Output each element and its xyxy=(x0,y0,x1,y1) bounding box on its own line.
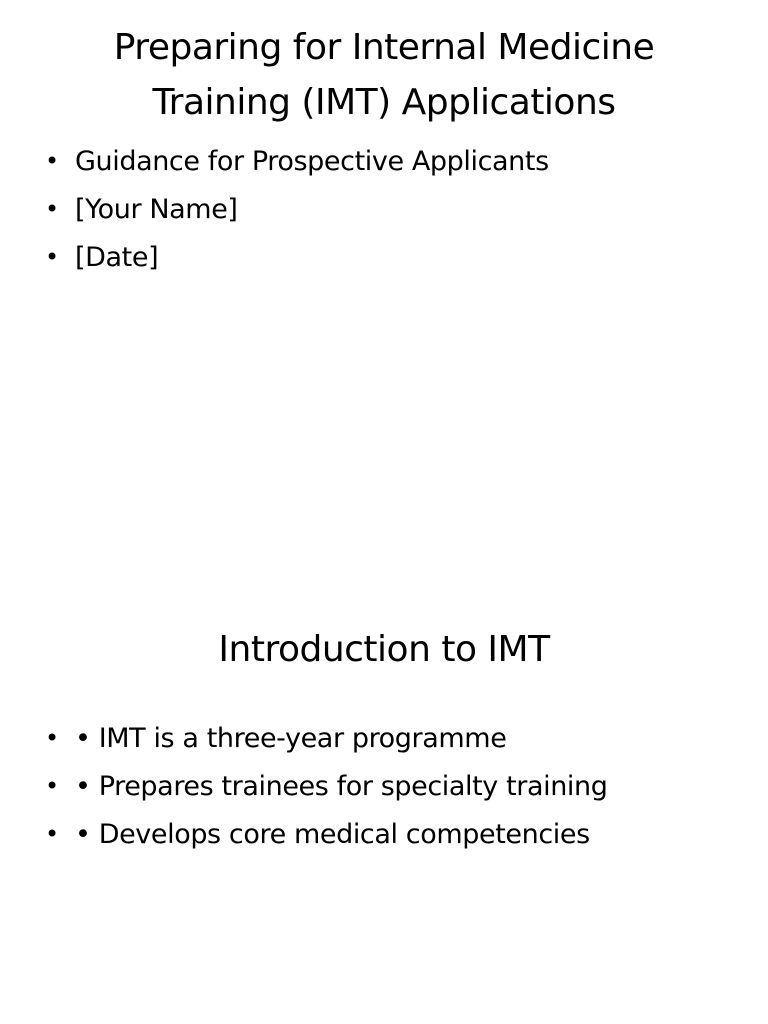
title-line-1: Preparing for Internal Medicine xyxy=(113,27,655,68)
bullet-dot-icon: • xyxy=(45,724,59,752)
bullet-list xyxy=(45,138,748,282)
introduction-slide xyxy=(0,512,768,1024)
bullet-text-date: [Date] xyxy=(75,242,159,273)
bullet-text-name: [Your Name] xyxy=(75,194,238,225)
bullet-dot-icon: • xyxy=(45,820,59,848)
bullet-item xyxy=(45,234,748,282)
slide-title: Introduction to IMT xyxy=(218,629,550,670)
bullet-list xyxy=(45,715,748,859)
bullet-item xyxy=(45,763,748,811)
bullet-item xyxy=(45,811,748,859)
slide-title xyxy=(20,20,748,130)
bullet-text: • Develops core medical competencies xyxy=(75,819,590,850)
bullet-dot-icon: • xyxy=(45,195,59,223)
bullet-item xyxy=(45,715,748,763)
bullet-text: • IMT is a three-year programme xyxy=(75,723,507,754)
bullet-dot-icon: • xyxy=(45,243,59,271)
bullet-item xyxy=(45,138,748,186)
bullet-dot-icon: • xyxy=(45,772,59,800)
bullet-dot-icon: • xyxy=(45,147,59,175)
bullet-text-subtitle: Guidance for Prospective Applicants xyxy=(75,146,549,177)
bullet-text: • Prepares trainees for specialty training xyxy=(75,771,608,802)
bullet-item xyxy=(45,186,748,234)
title-line-2: Training (IMT) Applications xyxy=(152,82,616,123)
